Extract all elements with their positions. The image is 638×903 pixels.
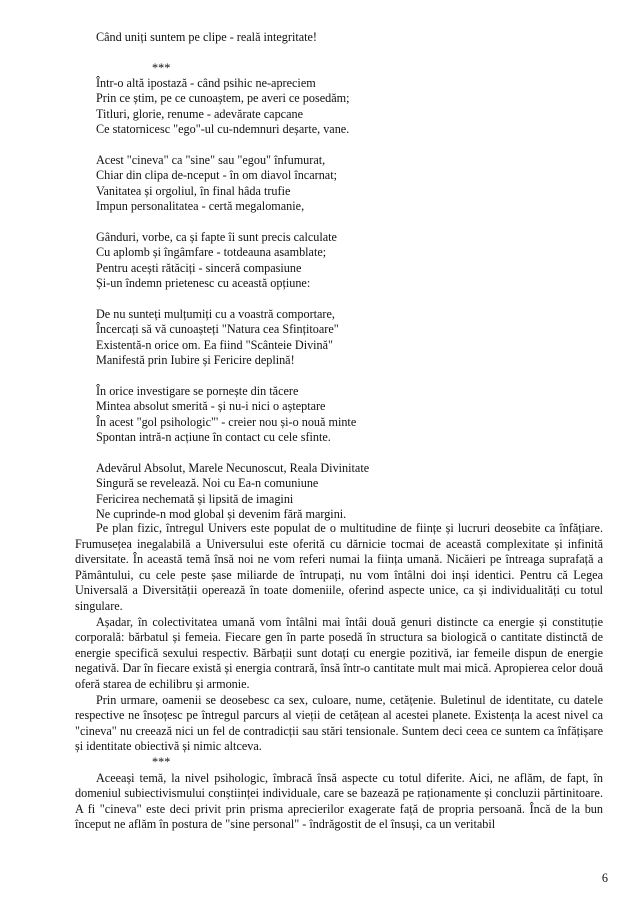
poem-line: Spontan intră-n acțiune în contact cu cele sfinte.	[96, 429, 331, 444]
poem-line: În orice investigare se pornește din tăcere	[96, 383, 299, 398]
section-separator: ***	[152, 754, 171, 769]
poem-stanza	[96, 153, 616, 214]
body-paragraph: Așadar, în colectivitatea umană vom întâlni mai întâi două genuri distincte ca energie și constituție corporală: bărbatul și femeia. Fiecare gen în parte posedă în structura sa biologică o cantitate distinctă de energie specifică sexului respectiv. Bărbații sunt dotați cu energie pozitivă, iar femeile dispun de energie negativă. Dar în fiecare există și energia contrară, însă într-o cantitate mult mai mică. Apropierea celor două oferă starea de echilibru și armonie.	[75, 614, 603, 691]
poem-line: Ce statornicesc "ego"-ul cu-ndemnuri deșarte, vane.	[96, 121, 350, 136]
poem-line: Chiar din clipa de-nceput - în om diavol încarnat;	[96, 168, 337, 183]
body-paragraph: Aceeași temă, la nivel psihologic, îmbracă însă aspecte cu totul diferite. Aici, ne aflăm, de fapt, în domeniul subiectivismului conștiinței individuale, care se bazează pe raționamente și concluzii părtinitoare. A fi "cineva" este deci privit prin prisma aprecierilor exagerate față de propria persoană. Încă de la bun început ne aflăm în postura de "sine personal" - îndrăgostit de el însuși, ca un veritabil	[75, 770, 603, 832]
poem-line: De nu sunteți mulțumiți cu a voastră comportare,	[96, 306, 335, 321]
poem-stanza	[96, 307, 616, 368]
poem-line: Existentă-n orice om. Ea fiind "Scânteie Divină"	[96, 337, 334, 352]
poem-line: În acest "gol psihologic"' - creier nou și-o nouă minte	[96, 414, 357, 429]
poem-line: Impun personalitatea - certă megalomanie,	[96, 198, 305, 213]
poem-line: Vanitatea și orgoliul, în final hâda trufie	[96, 183, 291, 198]
page-number: 6	[601, 871, 608, 885]
poem-line: Manifestă prin Iubire și Fericire deplină!	[96, 352, 295, 367]
poem-line: Și-un îndemn prietenesc cu această opțiune:	[96, 275, 311, 290]
section-separator: ***	[152, 61, 171, 75]
poem-line: Într-o altă ipostază - când psihic ne-apreciem	[96, 76, 316, 90]
poem-stanza	[96, 230, 616, 291]
poem	[96, 76, 616, 538]
poem-line: Cu aplomb și îngâmfare - totdeauna asamblate;	[96, 245, 327, 260]
poem-line: Gânduri, vorbe, ca și fapte îi sunt precis calculate	[96, 229, 337, 244]
body-paragraph: Prin urmare, oamenii se deosebesc ca sex, culoare, nume, cetățenie. Buletinul de identitate, cu datele respective ne însoțesc pe întregul parcurs al vieții de cetățean al acestei planete. Existența la acest nivel ca "cineva" nu creează nici un fel de contradicții sau stări tensionale. Suntem deci ceea ce suntem ca înfățișare și identitate obiectivă și nimic altceva.	[75, 692, 603, 754]
poem-line: Singură se revelează. Noi cu Ea-n comuniune	[96, 476, 319, 491]
poem-stanza	[96, 461, 616, 522]
poem-stanza	[96, 76, 616, 137]
poem-line: Ne cuprinde-n mod global și devenim fără margini.	[96, 506, 347, 521]
prose-body	[75, 521, 603, 833]
poem-line: Prin ce știm, pe ce cunoaștem, pe averi ce posedăm;	[96, 91, 350, 106]
poem-line: Mintea absolut smerită - și nu-i nici o așteptare	[96, 399, 326, 414]
body-paragraph: Pe plan fizic, întregul Univers este populat de o multitudine de ființe și lucruri deosebite ca înfățiare. Frumusețea inegalabilă a Universului este oferită cu dărnicie tocmai de această complexitate și infinită diversitate. În această temă însă noi ne vom referi numai la ființa umană. Nicăieri pe întreaga suprafață a Pământului, cu cele peste șase miliarde de întrupați, nu vom întâlni doi inși identici. Pentru că Legea Universală a Diversității operează în toate domeniile, oferind aspecte unice, ca și individualități cu totul singulare.	[75, 521, 603, 613]
poem-stanza	[96, 384, 616, 445]
poem-line: Acest "cineva" ca "sine" sau "egou" înfumurat,	[96, 152, 326, 167]
poem-line: Titluri, glorie, renume - adevărate capcane	[96, 106, 303, 121]
poem-line: Pentru acești rătăciți - sinceră compasiune	[96, 260, 302, 275]
poem-line: Adevărul Absolut, Marele Necunoscut, Reala Divinitate	[96, 460, 370, 475]
poem-line: Fericirea nechemată și lipsită de imagini	[96, 491, 294, 506]
poem-line: Încercați să vă cunoașteți "Natura cea Sfințitoare"	[96, 322, 339, 337]
poem-first-line: Când uniți suntem pe clipe - reală integritate!	[96, 30, 317, 44]
